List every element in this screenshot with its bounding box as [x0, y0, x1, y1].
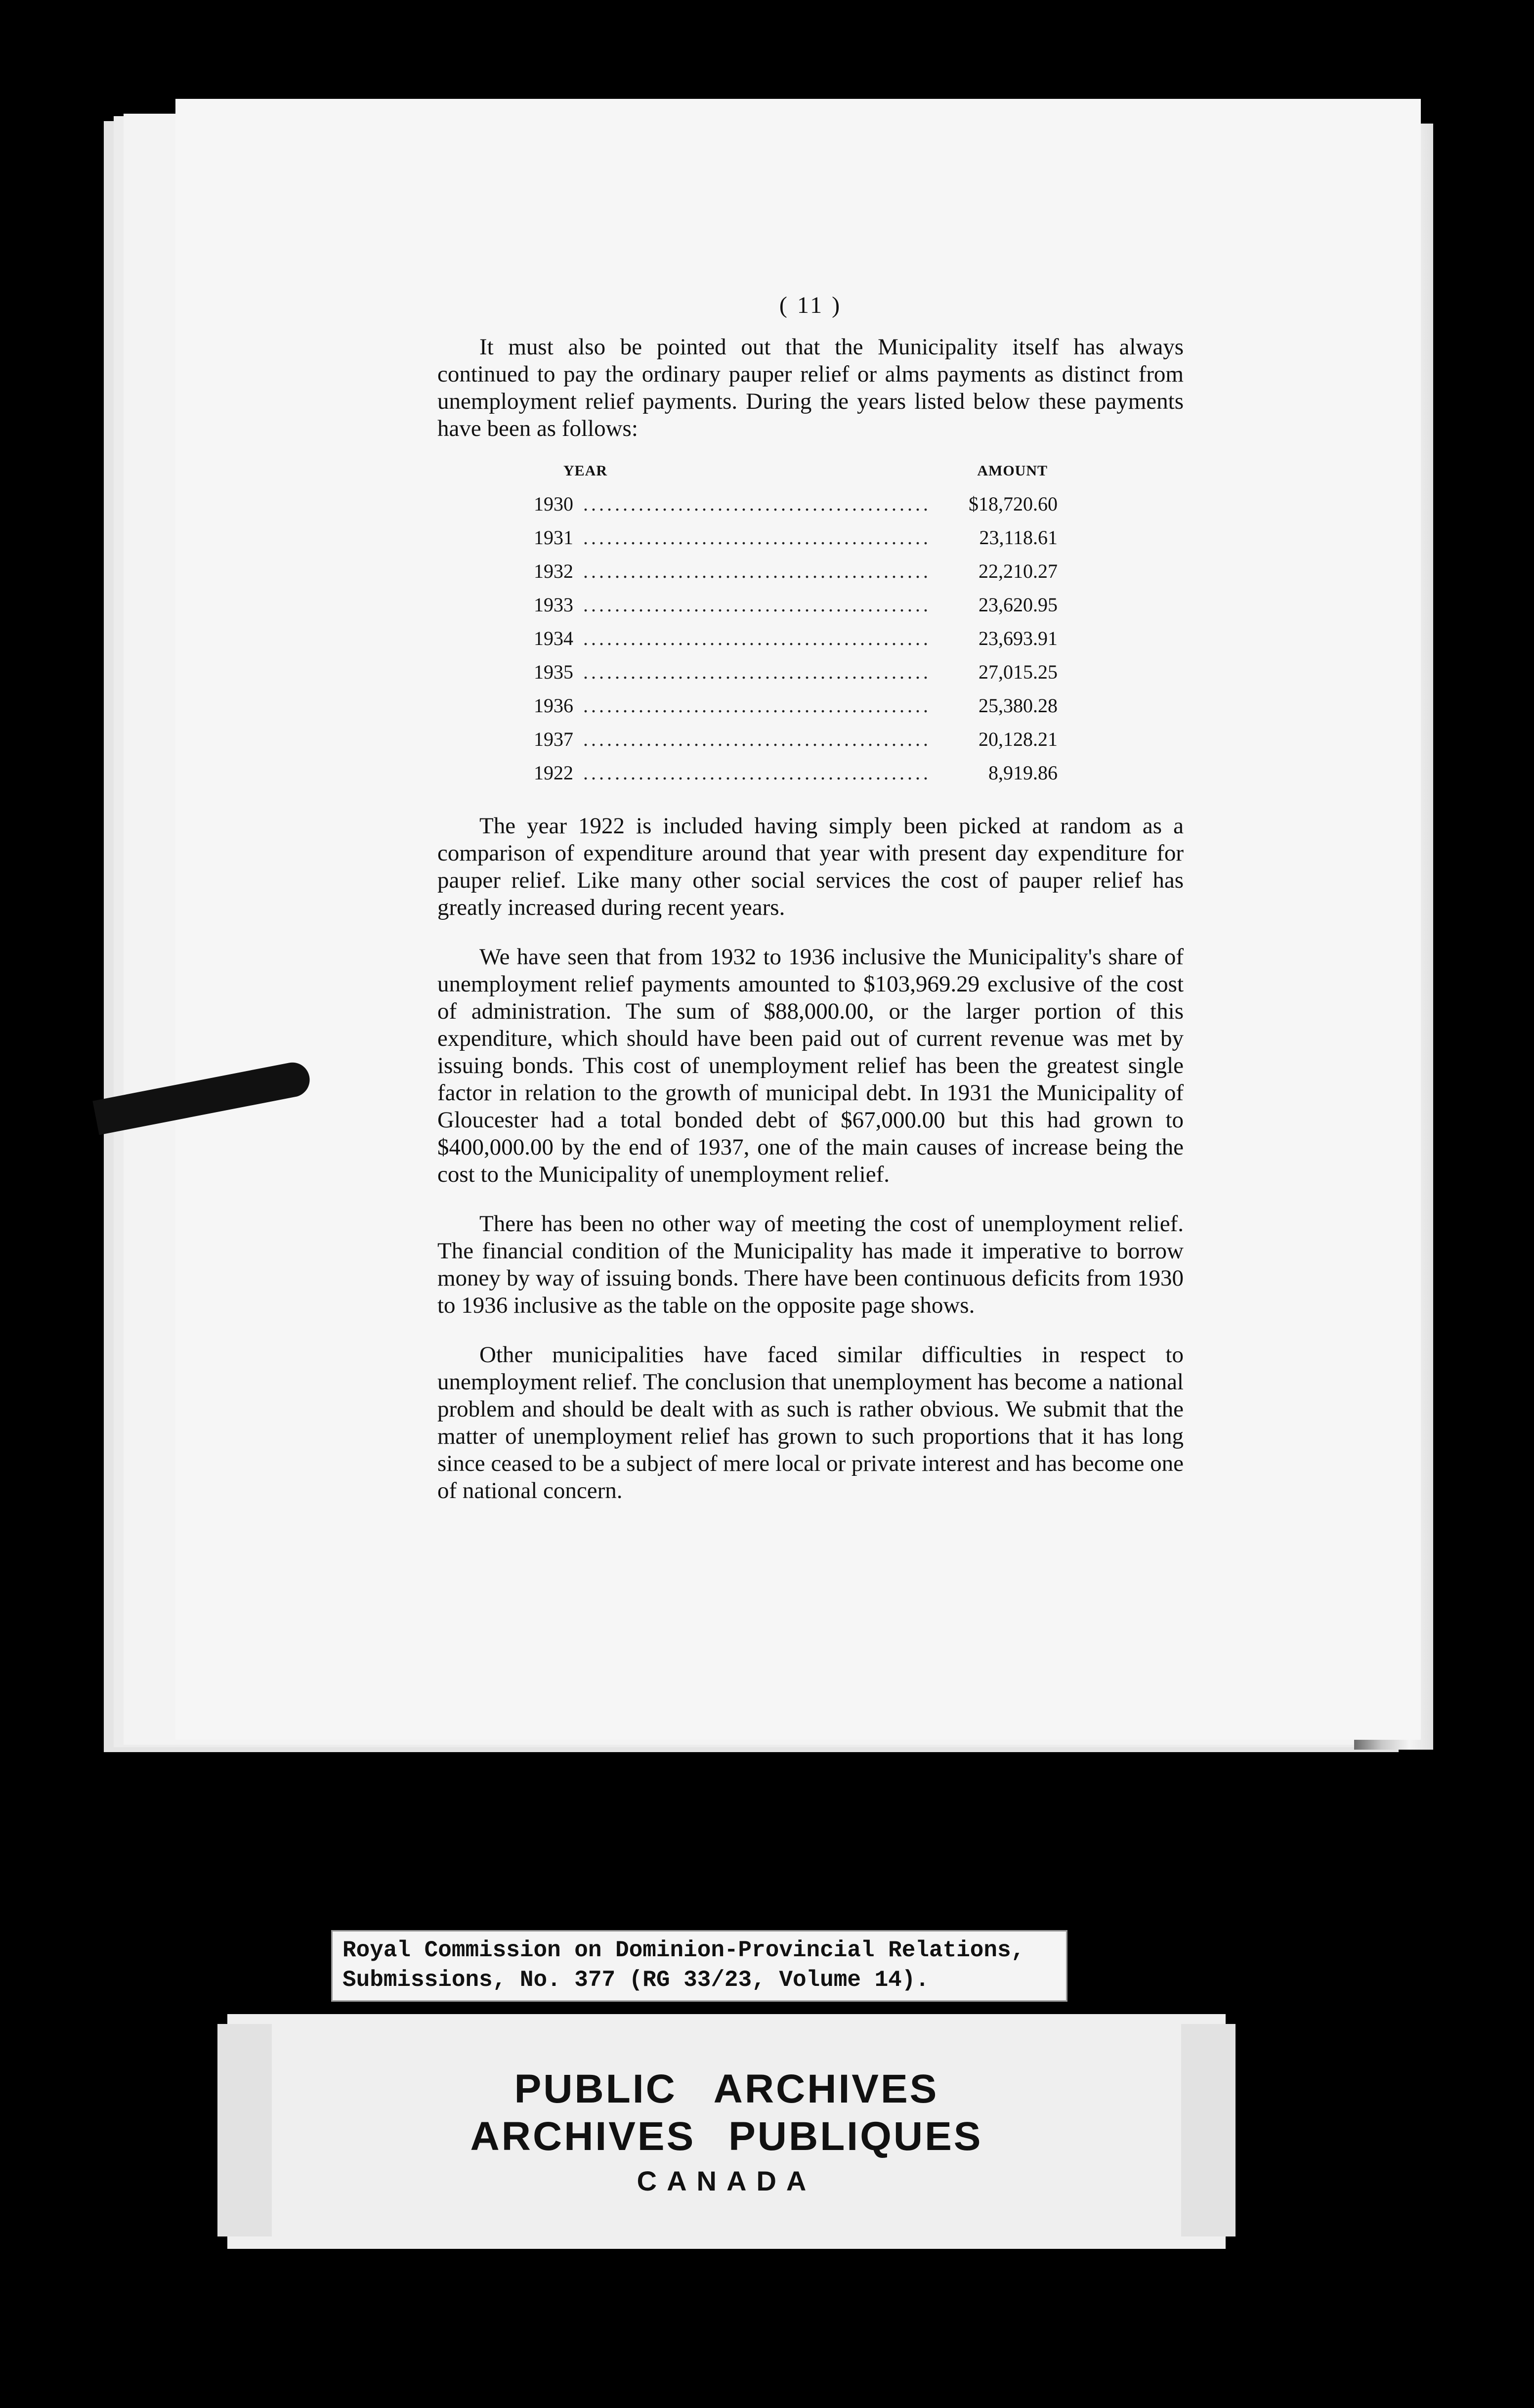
row-year: 1935 — [534, 661, 573, 683]
leader-dots: ............................................ — [583, 560, 931, 582]
row-amount: 20,128.21 — [979, 728, 1058, 750]
leader-dots: ............................................ — [583, 526, 931, 549]
page-content — [437, 292, 1184, 1527]
row-year: 1937 — [534, 728, 573, 750]
payments-table — [534, 457, 1058, 793]
page-number: ( 11 ) — [779, 292, 842, 318]
row-amount: 23,693.91 — [979, 627, 1058, 649]
table-row — [534, 591, 1058, 625]
paragraph-1: It must also be pointed out that the Municipality itself has always continued to pay the ordinary pauper relief or alms payments as distinct from unemployment relief payments. During the years listed below these payments have been as follows: — [437, 334, 1184, 441]
stamp-tab — [1181, 2024, 1236, 2236]
row-amount: 25,380.28 — [979, 694, 1058, 717]
row-amount: 22,210.27 — [979, 560, 1058, 582]
leader-dots: ............................................ — [583, 493, 931, 515]
table-row — [534, 524, 1058, 558]
row-amount: 23,118.61 — [979, 526, 1058, 549]
stamp-country: CANADA — [637, 2165, 816, 2196]
paragraph-2: The year 1922 is included having simply been picked at random as a comparison of expenditure around that year with present day expenditure for pauper relief. Like many other social services the cost of pauper relief has greatly increased during recent years. — [437, 813, 1184, 920]
row-year: 1932 — [534, 560, 573, 582]
leader-dots: ............................................ — [583, 728, 931, 750]
row-year: 1930 — [534, 493, 573, 515]
label-line-1: Royal Commission on Dominion-Provincial Relations, — [342, 1937, 1025, 1963]
leader-dots: ............................................ — [583, 694, 931, 717]
row-amount: $18,720.60 — [969, 493, 1058, 515]
stamp-tab — [217, 2024, 272, 2236]
row-amount: 23,620.95 — [979, 594, 1058, 616]
stamp-title-en: PUBLIC ARCHIVES — [514, 2066, 939, 2111]
archive-stamp — [227, 2014, 1226, 2249]
label-line-2: Submissions, No. 377 (RG 33/23, Volume 14). — [342, 1967, 929, 1993]
leader-dots: ............................................ — [583, 627, 931, 649]
row-year: 1934 — [534, 627, 573, 649]
leader-dots: ............................................ — [583, 762, 931, 784]
table-row — [534, 658, 1058, 692]
archive-reference-label — [331, 1930, 1067, 2002]
leader-dots: ............................................ — [583, 594, 931, 616]
table-row — [534, 558, 1058, 591]
row-year: 1933 — [534, 594, 573, 616]
paragraph-5: Other municipalities have faced similar difficulties in respect to unemployment relief. The conclusion that unemployment has become a national problem and should be dealt with as such is rather obvious. We submit that the matter of unemployment relief has grown to such proportions that it has long since ceased to be a subject of mere local or private interest and has become one of national concern. — [437, 1342, 1184, 1504]
row-amount: 27,015.25 — [979, 661, 1058, 683]
leader-dots: ............................................ — [583, 661, 931, 683]
row-year: 1922 — [534, 762, 573, 784]
table-row — [534, 692, 1058, 726]
row-year: 1936 — [534, 694, 573, 717]
table-row — [534, 490, 1058, 524]
table-row — [534, 759, 1058, 793]
table-header — [534, 457, 1058, 484]
year-column-header: YEAR — [563, 463, 608, 479]
table-row — [534, 726, 1058, 759]
row-year: 1931 — [534, 526, 573, 549]
stamp-title-fr: ARCHIVES PUBLIQUES — [470, 2114, 983, 2159]
paragraph-3: We have seen that from 1932 to 1936 inclusive the Municipality's share of unemployment relief payments amounted to $103,969.29 exclusive of the cost of administration. The sum of $88,000.00, or the larger portion of this expenditure, which should have been paid out of current revenue was met by issuing bonds. This cost of unemployment relief has been the greatest single factor in relation to the growth of municipal debt. In 1931 the Municipality of Gloucester had a total bonded debt of $67,000.00 but this had grown to $400,000.00 by the end of 1937, one of the main causes of increase being the cost to the Municipality of unemployment relief. — [437, 944, 1184, 1187]
paragraph-4: There has been no other way of meeting the cost of unemployment relief. The financial condition of the Municipality has made it imperative to borrow money by way of issuing bonds. There have been continuous deficits from 1930 to 1936 inclusive as the table on the opposite page shows. — [437, 1211, 1184, 1318]
row-amount: 8,919.86 — [988, 762, 1058, 784]
table-row — [534, 625, 1058, 658]
amount-column-header: AMOUNT — [977, 463, 1048, 479]
